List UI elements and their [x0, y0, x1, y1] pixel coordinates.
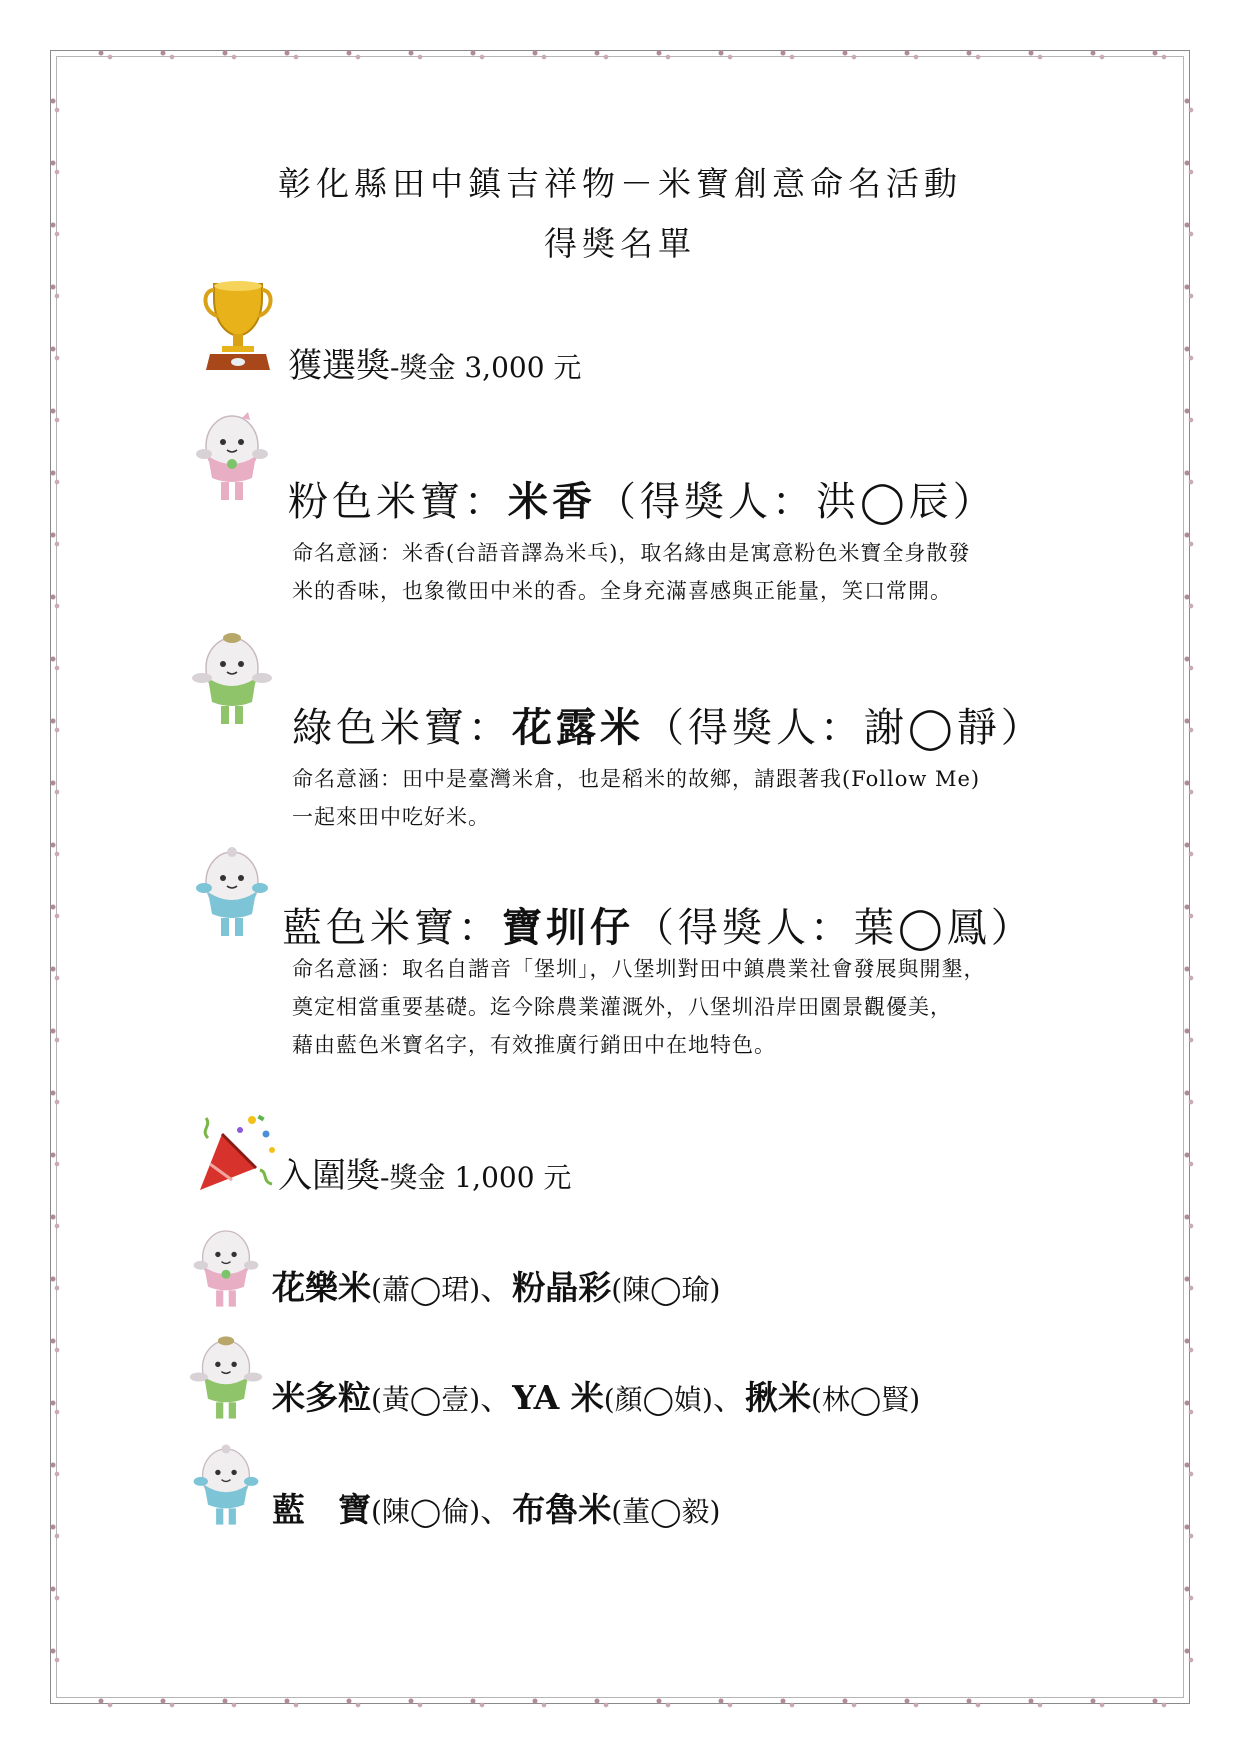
border-dots-left: [46, 70, 60, 1684]
winner-green-person: （得獎人：謝◯靜）: [644, 705, 1045, 751]
meaning-line: 一起來田中吃好米。: [292, 805, 490, 829]
finalist-person: (陳◯倫): [371, 1495, 481, 1528]
finalist-person: (蕭◯珺): [371, 1273, 481, 1306]
meaning-line: 命名意涵：米香(台語音譯為米乓)，取名緣由是寓意粉色米寶全身散發: [292, 541, 971, 565]
separator: 、: [480, 1491, 513, 1529]
winner-blue-meaning: [292, 950, 1052, 1064]
green-mascot-icon: [190, 626, 274, 730]
separator: 、: [480, 1269, 513, 1307]
green-mascot-icon: [188, 1330, 264, 1424]
finalist-row-1: [272, 1262, 720, 1309]
finalists-prize: -獎金 1,000 元: [380, 1161, 572, 1194]
finalist-name: 布魯米: [512, 1490, 612, 1529]
winner-pink-name: 米香: [508, 478, 596, 525]
finalist-name: 粉晶彩: [512, 1268, 612, 1307]
finalist-person: (董◯毅): [611, 1495, 721, 1528]
border-dots-bottom: [70, 1694, 1170, 1708]
winner-blue-title: [282, 896, 1035, 953]
meaning-line: 命名意涵：田中是臺灣米倉，也是稻米的故鄉，請跟著我(Follow Me): [292, 767, 981, 791]
trophy-icon: [200, 278, 276, 374]
document-subtitle: 得獎名單: [544, 224, 696, 263]
border-dots-top: [70, 46, 1170, 60]
finalists-heading: [278, 1148, 571, 1197]
finalist-person: (黃◯壹): [371, 1383, 481, 1416]
finalist-person: (林◯賢): [810, 1383, 921, 1416]
finalist-person: (顏◯媜): [603, 1383, 713, 1416]
winner-pink-meaning: [292, 534, 1052, 610]
winner-pink-person: （得獎人：洪◯辰）: [596, 479, 997, 525]
winners-prize: -獎金 3,000 元: [390, 351, 582, 384]
separator: 、: [480, 1379, 513, 1417]
finalists-heading-title: 入圍獎: [278, 1156, 380, 1196]
winner-green-label: 綠色米寶：: [292, 705, 512, 751]
pink-mascot-icon: [192, 406, 272, 506]
meaning-line: 藉由藍色米寶名字，有效推廣行銷田中在地特色。: [292, 1033, 776, 1057]
meaning-line: 奠定相當重要基礎。迄今除農業灌溉外，八堡圳沿岸田園景觀優美，: [292, 995, 952, 1019]
winner-green-title: [292, 696, 1045, 753]
party-popper-icon: [196, 1110, 280, 1194]
meaning-line: 命名意涵：取名自諧音「堡圳」，八堡圳對田中鎮農業社會發展與開墾，: [292, 957, 986, 981]
finalist-name: YA 米: [512, 1378, 604, 1417]
finalist-name: 花樂米: [272, 1268, 371, 1307]
winner-blue-person: （得獎人：葉◯鳳）: [634, 905, 1035, 951]
pink-mascot-icon: [190, 1222, 262, 1312]
winners-heading: [288, 338, 581, 387]
border-dots-right: [1180, 70, 1194, 1684]
document-title: 彰化縣田中鎮吉祥物－米寶創意命名活動: [278, 164, 962, 203]
finalist-person: (陳◯瑜): [611, 1273, 721, 1306]
winner-green-meaning: [292, 760, 1052, 836]
blue-mascot-icon: [190, 1440, 262, 1530]
finalist-row-3: [272, 1484, 720, 1531]
winner-pink-title: [288, 470, 997, 527]
winners-heading-title: 獲選獎: [288, 346, 390, 386]
winner-blue-name: 寶圳仔: [502, 904, 634, 951]
winner-pink-label: 粉色米寶：: [288, 479, 508, 525]
meaning-line: 米的香味，也象徵田中米的香。全身充滿喜感與正能量，笑口常開。: [292, 579, 952, 603]
separator: 、: [712, 1379, 745, 1417]
winner-blue-label: 藍色米寶：: [282, 905, 502, 951]
finalist-name: 揪米: [744, 1378, 811, 1417]
winner-green-name: 花露米: [512, 704, 644, 751]
finalist-name: 藍 寶: [272, 1490, 371, 1529]
blue-mascot-icon: [192, 842, 272, 942]
finalist-name: 米多粒: [272, 1378, 371, 1417]
finalist-row-2: [272, 1372, 920, 1419]
